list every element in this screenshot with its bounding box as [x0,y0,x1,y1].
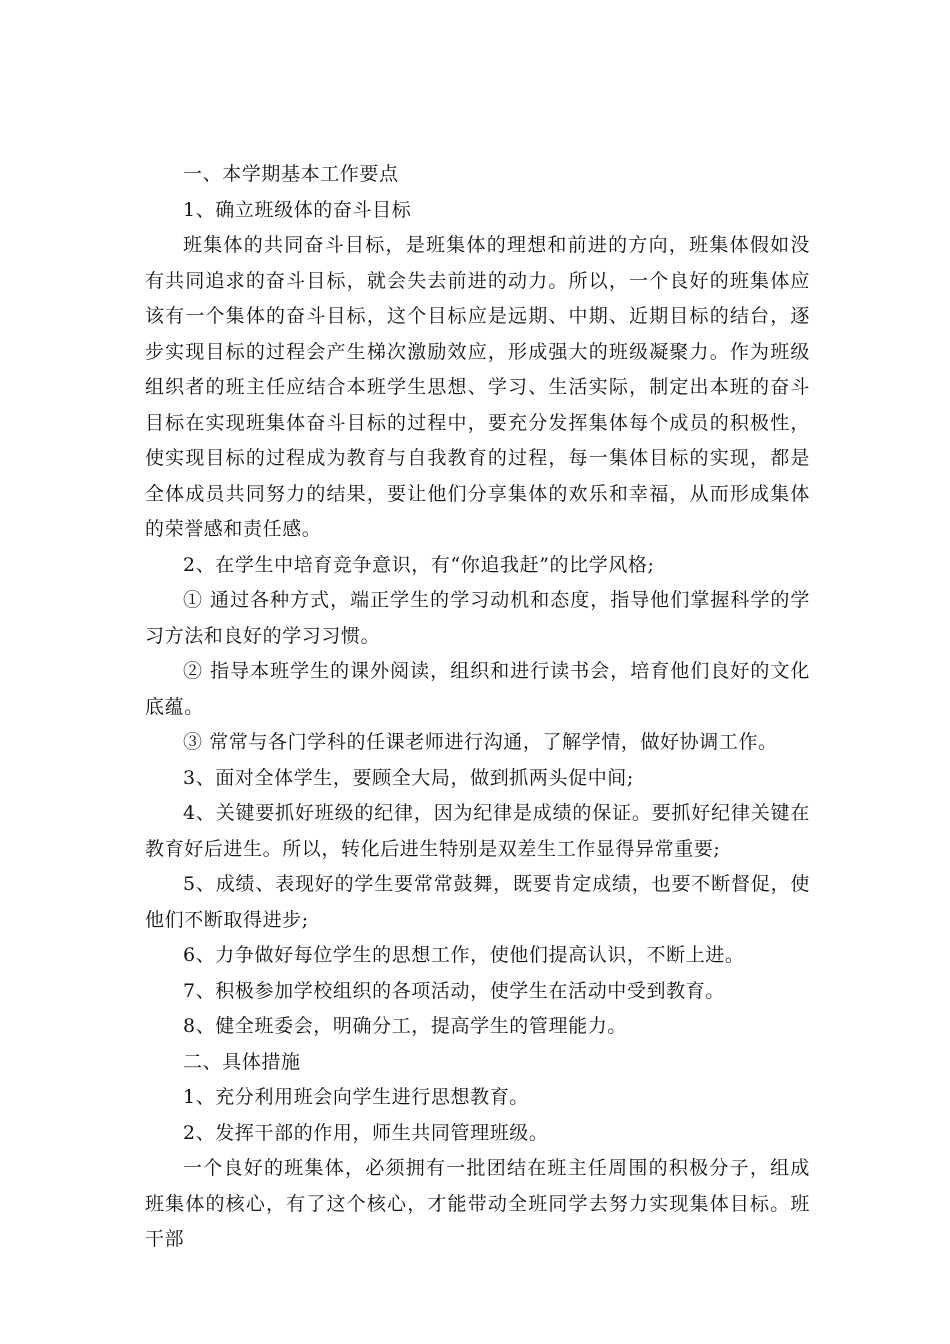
list-item: 3、面对全体学生，要顾全大局，做到抓两头促中间; [183,766,634,789]
body-paragraph: 一个良好的班集体，必须拥有一批团结在班主任周围的积极分子，组成班集体的核心，有了这个核心，才能带动全班同学去努力实现集体目标。班干部 [145,1157,810,1250]
section-heading: 一、本学期基本工作要点 [183,163,399,185]
list-item: 4、关键要抓好班级的纪律，因为纪律是成绩的保证。要抓好纪律关键在教育好后进生。所以，转化后进生特别是双差生工作显得异常重要; [145,802,810,860]
list-item: 5、成绩、表现好的学生要常常鼓舞，既要肯定成绩，也要不断督促，使他们不断取得进步; [145,873,810,931]
section-heading: 二、具体措施 [183,1050,301,1073]
list-item: 7、积极参加学校组织的各项活动，使学生在活动中受到教育。 [183,979,725,1002]
document-body [145,157,810,1258]
list-item: ① 通过各种方式，端正学生的学习动机和态度，指导他们掌握科学的学习方法和良好的学习习惯。 [145,589,810,647]
list-item: 1、充分利用班会向学生进行思想教育。 [183,1086,529,1108]
list-item: 2、发挥干部的作用，师生共同管理班级。 [183,1121,549,1144]
list-item: 8、健全班委会，明确分工，提高学生的管理能力。 [183,1015,627,1037]
subsection-heading: 1、确立班级体的奋斗目标 [183,198,412,221]
list-item: 6、力争做好每位学生的思想工作，使他们提高认识，不断上进。 [183,944,745,966]
subsection-heading: 2、在学生中培育竞争意识，有“你追我赶”的比学风格; [183,553,655,576]
body-paragraph: 班集体的共同奋斗目标，是班集体的理想和前进的方向，班集体假如没有共同追求的奋斗目标，就会失去前进的动力。所以，一个良好的班集体应该有一个集体的奋斗目标，这个目标应是远期、中期、近期目标的结台，逐步实现目标的过程会产生梯次激励效应，形成强大的班级凝聚力。作为班级组织者的班主任应结合本班学生思想、学习、生活实际，制定出本班的奋斗目标在实现班集体奋斗目标的过程中，要充分发挥集体每个成员的积极性，使实现目标的过程成为教育与自我教育的过程，每一集体目标的实现，都是全体成员共同努力的结果，要让他们分享集体的欢乐和幸福，从而形成集体的荣誉感和责任感。 [145,234,810,540]
list-item: ② 指导本班学生的课外阅读，组织和进行读书会，培育他们良好的文化底蕴。 [145,660,810,718]
list-item: ③ 常常与各门学科的任课老师进行沟通，了解学情，做好协调工作。 [183,731,778,753]
